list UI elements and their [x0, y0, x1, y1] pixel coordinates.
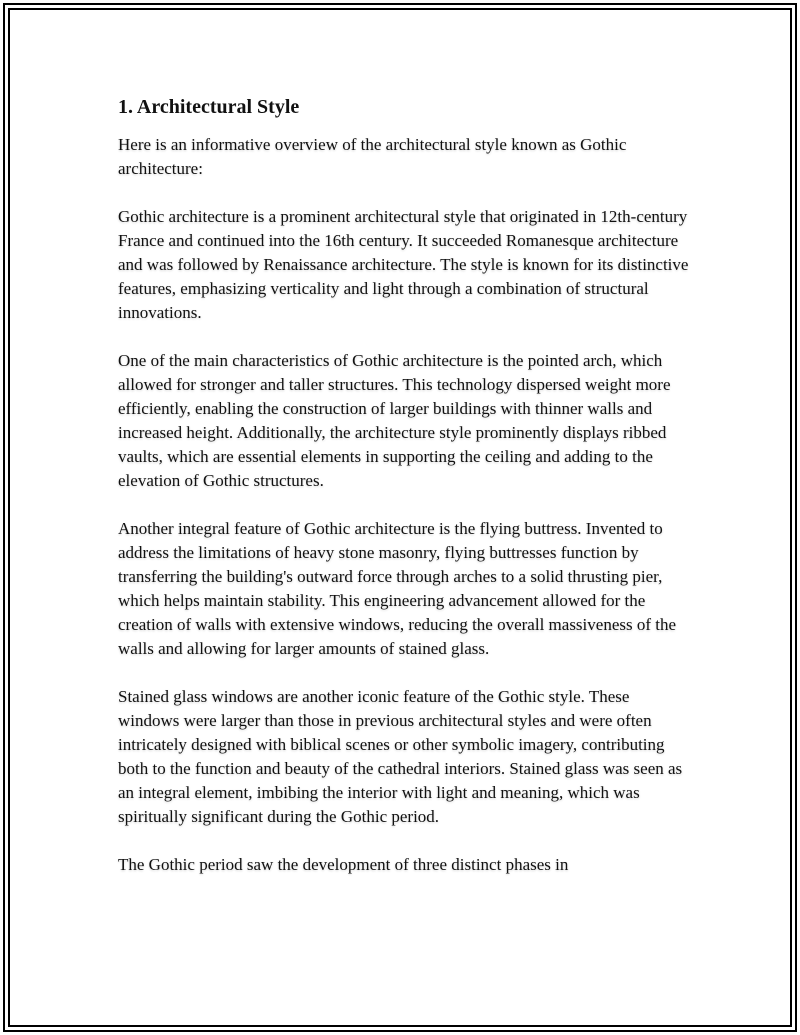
paragraph-phases: The Gothic period saw the development of three distinct phases in: [118, 855, 569, 874]
paragraph-pointed-arch: One of the main characteristics of Gothic architecture is the pointed arch, which allowed for stronger and taller structures. This technology dispersed weight more efficiently, enabling the construction of larger buildings with thinner walls and increased height. Additionally, the architecture style prominently displays ribbed vaults, which are essential elements in supporting the ceiling and adding to the elevation of Gothic structures.: [118, 351, 671, 490]
document-body: [118, 95, 693, 901]
section-heading: 1. Architectural Style: [118, 96, 300, 118]
paragraph-flying-buttress: Another integral feature of Gothic architecture is the flying buttress. Invented to address the limitations of heavy stone masonry, flying buttresses function by transferring the building's outward force through arches to a solid thrusting pier, which helps maintain stability. This engineering advancement allowed for the creation of walls with extensive windows, reducing the overall massiveness of the walls and allowing for larger amounts of stained glass.: [118, 519, 677, 658]
paragraph-stained-glass: Stained glass windows are another iconic feature of the Gothic style. These windows were larger than those in previous architectural styles and were often intricately designed with biblical scenes or other symbolic imagery, contributing both to the function and beauty of the cathedral interiors. Stained glass was seen as an integral element, imbibing the interior with light and meaning, which was spiritually significant during the Gothic period.: [118, 687, 683, 826]
paragraph-intro: Here is an informative overview of the architectural style known as Gothic architecture:: [118, 135, 627, 178]
paragraph-origins: Gothic architecture is a prominent architectural style that originated in 12th-century France and continued into the 16th century. It succeeded Romanesque architecture and was followed by Renaissance architecture. The style is known for its distinctive features, emphasizing verticality and light through a combination of structural innovations.: [118, 207, 689, 322]
